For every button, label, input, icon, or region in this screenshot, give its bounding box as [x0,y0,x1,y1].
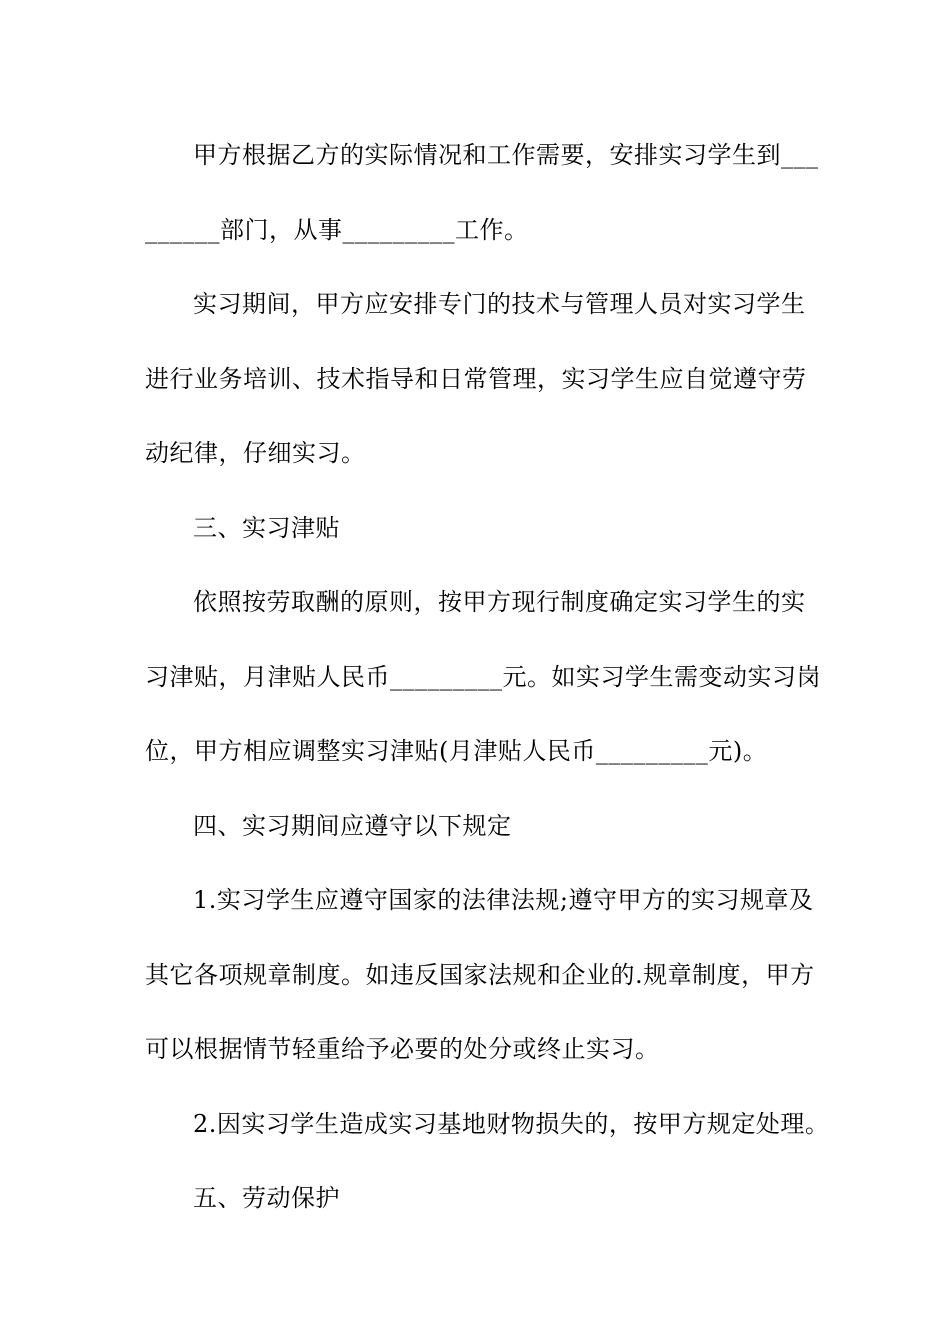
text-line: 位，甲方相应调整实习津贴(月津贴人民币_________元)。 [145,737,768,765]
text-line: 其它各项规章制度。如违反国家法规和企业的.规章制度，甲方 [145,960,815,989]
text-line: 习津贴，月津贴人民币_________元。如实习学生需变动实习岗 [145,662,821,691]
text-line: 2.因实习学生造成实习基地财物损失的，按甲方规定处理。 [193,1109,830,1138]
text-line: 依照按劳取酬的原则，按甲方现行制度确定实习学生的实 [193,588,806,616]
text-line: 可以根据情节轻重给予必要的处分或终止实习。 [145,1035,660,1063]
text-line: 甲方根据乙方的实际情况和工作需要，安排实习学生到___ [193,141,819,169]
text-line: 1.实习学生应遵守国家的法律法规;遵守甲方的实习规章及 [193,886,814,914]
document-body [145,118,830,1236]
section-heading: 三、实习津贴 [193,513,340,542]
text-line: ______部门，从事_________工作。 [145,215,529,244]
text-line: 动纪律，仔细实习。 [145,439,366,467]
text-line: 实习期间，甲方应安排专门的技术与管理人员对实习学生 [193,290,806,318]
section-heading: 五、劳动保护 [193,1184,340,1212]
section-heading: 四、实习期间应遵守以下规定 [193,811,512,840]
text-line: 进行业务培训、技术指导和日常管理，实习学生应自觉遵守劳 [145,364,807,393]
